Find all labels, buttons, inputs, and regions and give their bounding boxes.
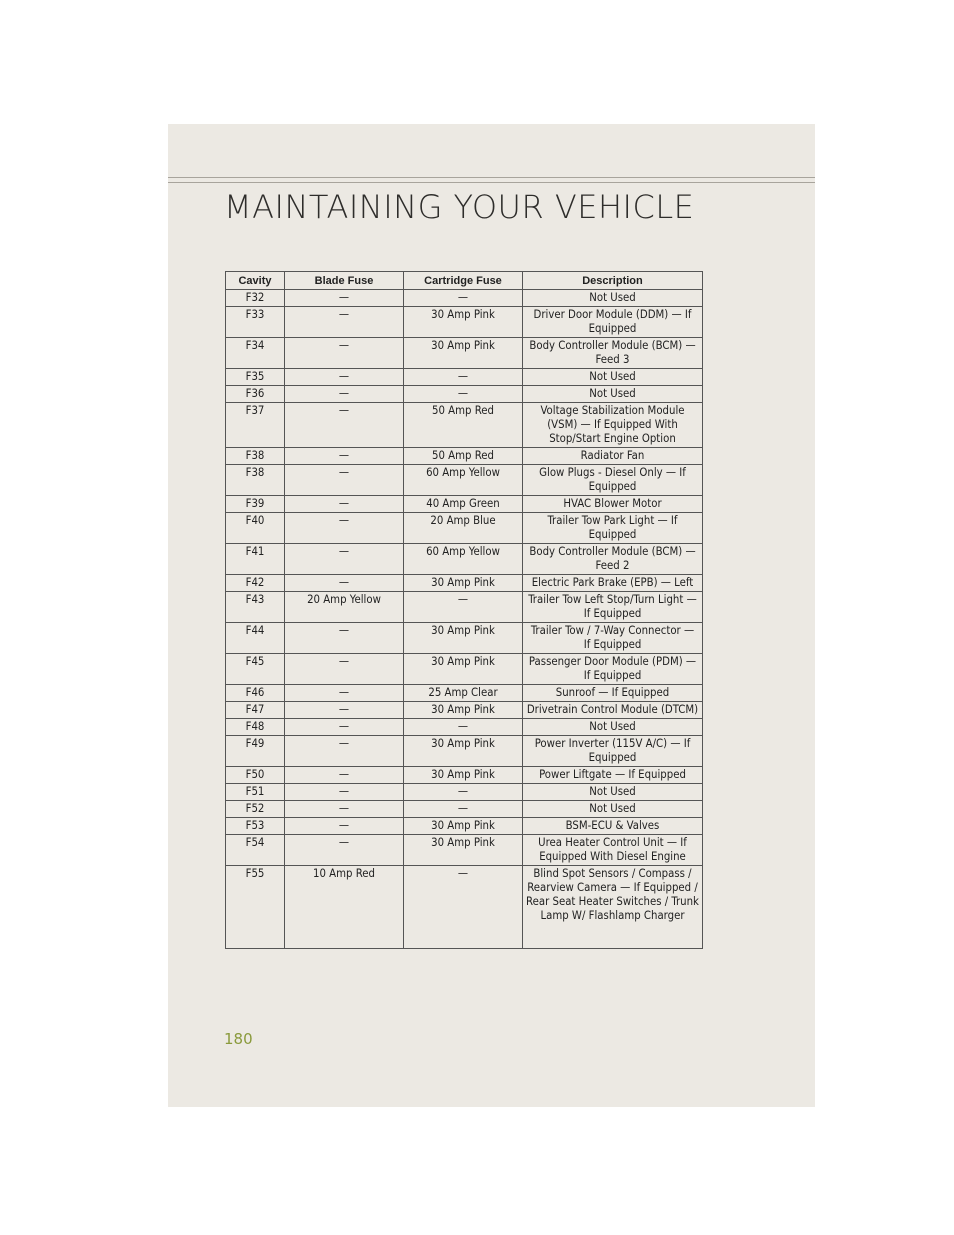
table-row — [226, 623, 703, 654]
description-cell: Not Used — [523, 784, 703, 801]
cartridge-fuse-cell: — — [404, 386, 523, 403]
header-rule-top — [168, 177, 815, 178]
cavity-cell: F34 — [226, 338, 285, 369]
column-header-description: Description — [523, 272, 703, 290]
table-row — [226, 592, 703, 623]
blade-fuse-cell: — — [285, 719, 404, 736]
cartridge-fuse-cell: 30 Amp Pink — [404, 736, 523, 767]
table-row — [226, 801, 703, 818]
description-cell: Not Used — [523, 290, 703, 307]
description-cell: Glow Plugs - Diesel Only — If Equipped — [523, 465, 703, 496]
blade-fuse-cell: — — [285, 575, 404, 592]
page-number: 180 — [224, 1030, 253, 1048]
cavity-cell: F41 — [226, 544, 285, 575]
blade-fuse-cell: — — [285, 835, 404, 866]
cartridge-fuse-cell: 60 Amp Yellow — [404, 544, 523, 575]
cavity-cell: F54 — [226, 835, 285, 866]
cavity-cell: F38 — [226, 465, 285, 496]
table-row — [226, 685, 703, 702]
cartridge-fuse-cell: 30 Amp Pink — [404, 767, 523, 784]
cavity-cell: F45 — [226, 654, 285, 685]
cavity-cell: F40 — [226, 513, 285, 544]
table-row — [226, 448, 703, 465]
table-row — [226, 513, 703, 544]
cavity-cell: F44 — [226, 623, 285, 654]
table-row — [226, 307, 703, 338]
cavity-cell: F36 — [226, 386, 285, 403]
fuse-table — [225, 271, 703, 949]
blade-fuse-cell: — — [285, 403, 404, 448]
cartridge-fuse-cell: 50 Amp Red — [404, 448, 523, 465]
description-cell: Not Used — [523, 719, 703, 736]
column-header-blade-fuse: Blade Fuse — [285, 272, 404, 290]
cavity-cell: F38 — [226, 448, 285, 465]
description-cell: Passenger Door Module (PDM) — If Equipped — [523, 654, 703, 685]
table-row — [226, 784, 703, 801]
description-cell: Power Liftgate — If Equipped — [523, 767, 703, 784]
cartridge-fuse-cell: — — [404, 801, 523, 818]
description-cell: Drivetrain Control Module (DTCM) — [523, 702, 703, 719]
blade-fuse-cell: — — [285, 465, 404, 496]
description-cell: Not Used — [523, 386, 703, 403]
cavity-cell: F55 — [226, 866, 285, 949]
table-row — [226, 736, 703, 767]
cartridge-fuse-cell: 50 Amp Red — [404, 403, 523, 448]
cartridge-fuse-cell: 30 Amp Pink — [404, 702, 523, 719]
cartridge-fuse-cell: 30 Amp Pink — [404, 818, 523, 835]
blade-fuse-cell: — — [285, 544, 404, 575]
cartridge-fuse-cell: — — [404, 290, 523, 307]
table-row — [226, 654, 703, 685]
description-cell: Electric Park Brake (EPB) — Left — [523, 575, 703, 592]
blade-fuse-cell: 20 Amp Yellow — [285, 592, 404, 623]
blade-fuse-cell: — — [285, 801, 404, 818]
description-cell: Body Controller Module (BCM) — Feed 2 — [523, 544, 703, 575]
description-cell: Driver Door Module (DDM) — If Equipped — [523, 307, 703, 338]
description-cell: Trailer Tow Park Light — If Equipped — [523, 513, 703, 544]
blade-fuse-cell: 10 Amp Red — [285, 866, 404, 949]
blade-fuse-cell: — — [285, 702, 404, 719]
cavity-cell: F42 — [226, 575, 285, 592]
blade-fuse-cell: — — [285, 736, 404, 767]
table-row — [226, 575, 703, 592]
cartridge-fuse-cell: 25 Amp Clear — [404, 685, 523, 702]
blade-fuse-cell: — — [285, 784, 404, 801]
cartridge-fuse-cell: — — [404, 719, 523, 736]
description-cell: HVAC Blower Motor — [523, 496, 703, 513]
blade-fuse-cell: — — [285, 338, 404, 369]
blade-fuse-cell: — — [285, 623, 404, 654]
table-header-row — [226, 272, 703, 290]
table-row — [226, 544, 703, 575]
description-cell: Trailer Tow Left Stop/Turn Light — If Equipped — [523, 592, 703, 623]
cartridge-fuse-cell: 60 Amp Yellow — [404, 465, 523, 496]
table-row — [226, 835, 703, 866]
table-row — [226, 465, 703, 496]
description-cell: BSM-ECU & Valves — [523, 818, 703, 835]
cartridge-fuse-cell: — — [404, 866, 523, 949]
cartridge-fuse-cell: 30 Amp Pink — [404, 575, 523, 592]
blade-fuse-cell: — — [285, 496, 404, 513]
cavity-cell: F47 — [226, 702, 285, 719]
table-row — [226, 386, 703, 403]
description-cell: Not Used — [523, 369, 703, 386]
cavity-cell: F37 — [226, 403, 285, 448]
description-cell: Radiator Fan — [523, 448, 703, 465]
table-row — [226, 767, 703, 784]
table-row — [226, 369, 703, 386]
table-row — [226, 719, 703, 736]
column-header-cartridge-fuse: Cartridge Fuse — [404, 272, 523, 290]
cavity-cell: F50 — [226, 767, 285, 784]
description-cell: Voltage Stabilization Module (VSM) — If Equipped With Stop/Start Engine Option — [523, 403, 703, 448]
table-row — [226, 338, 703, 369]
cartridge-fuse-cell: 30 Amp Pink — [404, 623, 523, 654]
cavity-cell: F35 — [226, 369, 285, 386]
page — [168, 124, 815, 1107]
description-cell: Blind Spot Sensors / Compass / Rearview Camera — If Equipped / Rear Seat Heater Switches / Trunk Lamp W/ Flashlamp Charger — [523, 866, 703, 949]
blade-fuse-cell: — — [285, 767, 404, 784]
cartridge-fuse-cell: 30 Amp Pink — [404, 338, 523, 369]
cavity-cell: F46 — [226, 685, 285, 702]
cavity-cell: F52 — [226, 801, 285, 818]
blade-fuse-cell: — — [285, 654, 404, 685]
table-row — [226, 702, 703, 719]
cartridge-fuse-cell: 20 Amp Blue — [404, 513, 523, 544]
cartridge-fuse-cell: 30 Amp Pink — [404, 654, 523, 685]
description-cell: Body Controller Module (BCM) — Feed 3 — [523, 338, 703, 369]
table-row — [226, 290, 703, 307]
description-cell: Sunroof — If Equipped — [523, 685, 703, 702]
table-row — [226, 496, 703, 513]
fuse-table-body — [226, 290, 703, 949]
blade-fuse-cell: — — [285, 307, 404, 338]
column-header-cavity: Cavity — [226, 272, 285, 290]
cartridge-fuse-cell: — — [404, 592, 523, 623]
table-row — [226, 403, 703, 448]
cavity-cell: F49 — [226, 736, 285, 767]
cartridge-fuse-cell: 40 Amp Green — [404, 496, 523, 513]
table-row — [226, 866, 703, 949]
description-cell: Power Inverter (115V A/C) — If Equipped — [523, 736, 703, 767]
cavity-cell: F48 — [226, 719, 285, 736]
page-title: MAINTAINING YOUR VEHICLE — [224, 188, 695, 226]
blade-fuse-cell: — — [285, 513, 404, 544]
cavity-cell: F51 — [226, 784, 285, 801]
blade-fuse-cell: — — [285, 685, 404, 702]
cavity-cell: F43 — [226, 592, 285, 623]
description-cell: Not Used — [523, 801, 703, 818]
description-cell: Trailer Tow / 7-Way Connector — If Equipped — [523, 623, 703, 654]
table-row — [226, 818, 703, 835]
cartridge-fuse-cell: 30 Amp Pink — [404, 835, 523, 866]
cartridge-fuse-cell: 30 Amp Pink — [404, 307, 523, 338]
cavity-cell: F39 — [226, 496, 285, 513]
cavity-cell: F53 — [226, 818, 285, 835]
cartridge-fuse-cell: — — [404, 369, 523, 386]
cavity-cell: F33 — [226, 307, 285, 338]
blade-fuse-cell: — — [285, 818, 404, 835]
header-rule-bottom — [168, 182, 815, 183]
blade-fuse-cell: — — [285, 290, 404, 307]
blade-fuse-cell: — — [285, 448, 404, 465]
description-cell: Urea Heater Control Unit — If Equipped With Diesel Engine — [523, 835, 703, 866]
cavity-cell: F32 — [226, 290, 285, 307]
cartridge-fuse-cell: — — [404, 784, 523, 801]
blade-fuse-cell: — — [285, 386, 404, 403]
blade-fuse-cell: — — [285, 369, 404, 386]
